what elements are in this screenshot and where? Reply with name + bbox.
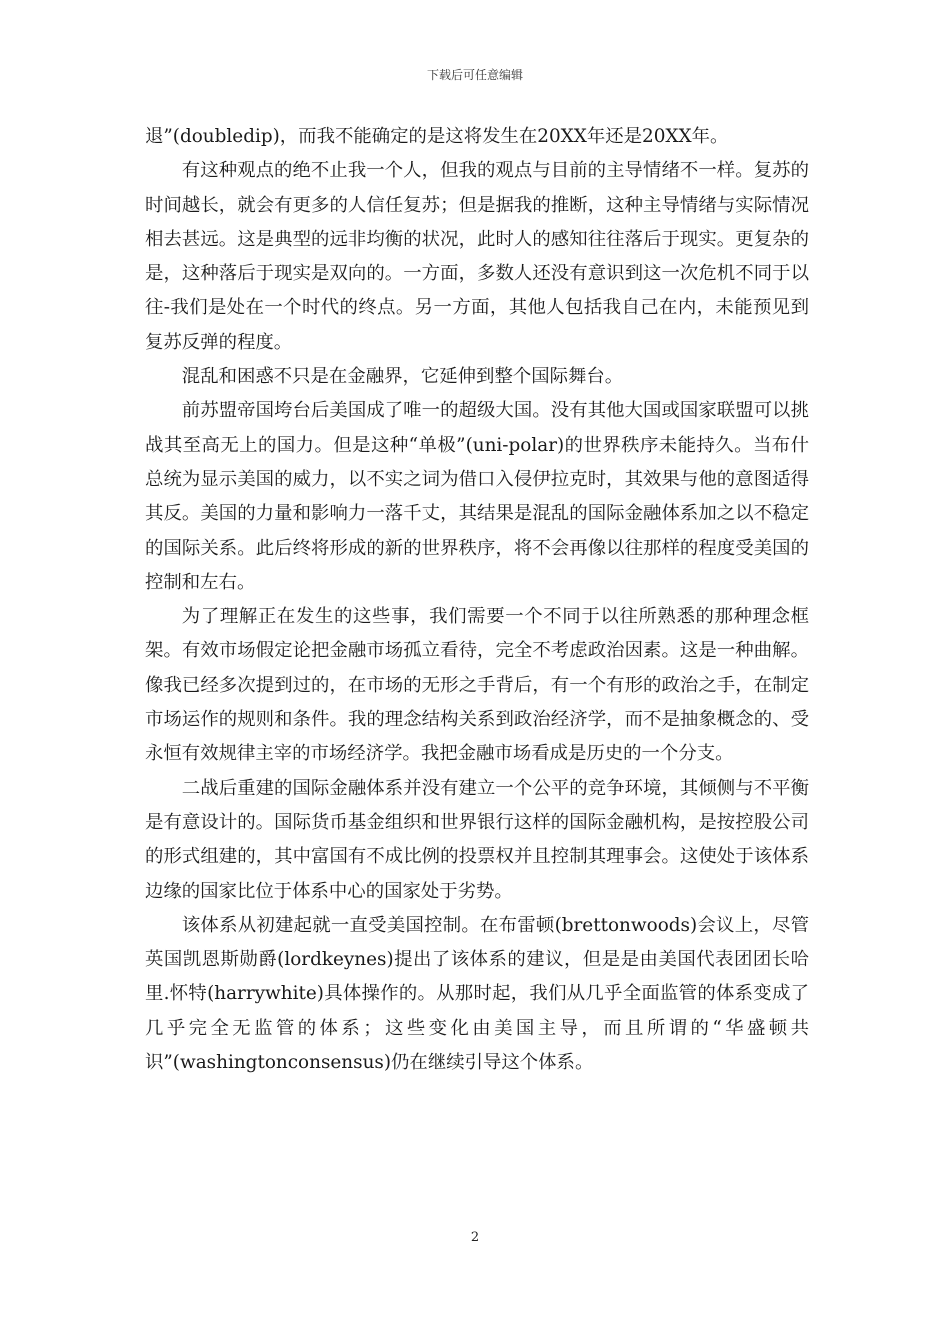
page-header: 下载后可任意编辑: [426, 68, 523, 82]
paragraph: 二战后重建的国际金融体系并没有建立一个公平的竞争环境，其倾侧与不平衡是有意设计的。国际货币基金组织和世界银行这样的国际金融机构，是按控股公司的形式组建的，其中富国有不成比例的投票权并且控制其理事会。这使处于该体系边缘的国家比位于体系中心的国家处于劣势。: [145, 777, 809, 902]
paragraph: 有这种观点的绝不止我一个人，但我的观点与目前的主导情绪不一样。复苏的时间越长，就会有更多的人信任复苏；但是据我的推断，这种主导情绪与实际情况相去甚远。这是典型的远非均衡的状况，此时人的感知往往落后于现实。更复杂的是，这种落后于现实是双向的。一方面，多数人还没有意识到这一次危机不同于以往-我们是处在一个时代的终点。另一方面，其他人包括我自己在内，未能预见到复苏反弹的程度。: [145, 160, 809, 353]
paragraph: 前苏盟帝国垮台后美国成了唯一的超级大国。没有其他大国或国家联盟可以挑战其至高无上的国力。但是这种“单极”(uni-polar)的世界秩序未能持久。当布什总统为显示美国的威力，以不实之词为借口入侵伊拉克时，其效果与他的意图适得其反。美国的力量和影响力一落千丈，其结果是混乱的国际金融体系加之以不稳定的国际关系。此后终将形成的新的世界秩序，将不会再像以往那样的程度受美国的控制和左右。: [145, 400, 809, 593]
paragraph: 混乱和困惑不只是在金融界，它延伸到整个国际舞台。: [181, 366, 624, 388]
page-number: 2: [470, 1230, 480, 1245]
document-body: [145, 120, 809, 1080]
paragraph: 该体系从初建起就一直受美国控制。在布雷顿(brettonwoods)会议上，尽管英国凯恩斯勋爵(lordkeynes)提出了该体系的建议，但是是由美国代表团团长哈里.怀特(harrywhite)具体操作的。从那时起，我们从几乎全面监管的体系变成了几乎完全无监管的体系；这些变化由美国主导，而且所谓的“华盛顿共识”(washingtonconsensus)仍在继续引导这个体系。: [145, 914, 809, 1074]
paragraph: 为了理解正在发生的这些事，我们需要一个不同于以往所熟悉的那种理念框架。有效市场假定论把金融市场孤立看待，完全不考虑政治因素。这是一种曲解。像我已经多次提到过的，在市场的无形之手背后，有一个有形的政治之手，在制定市场运作的规则和条件。我的理念结构关系到政治经济学，而不是抽象概念的、受永恒有效规律主宰的市场经济学。我把金融市场看成是历史的一个分支。: [145, 606, 809, 765]
paragraph-continuation: 退”(doubledip)，而我不能确定的是这将发生在20XX年还是20XX年。: [145, 126, 729, 147]
